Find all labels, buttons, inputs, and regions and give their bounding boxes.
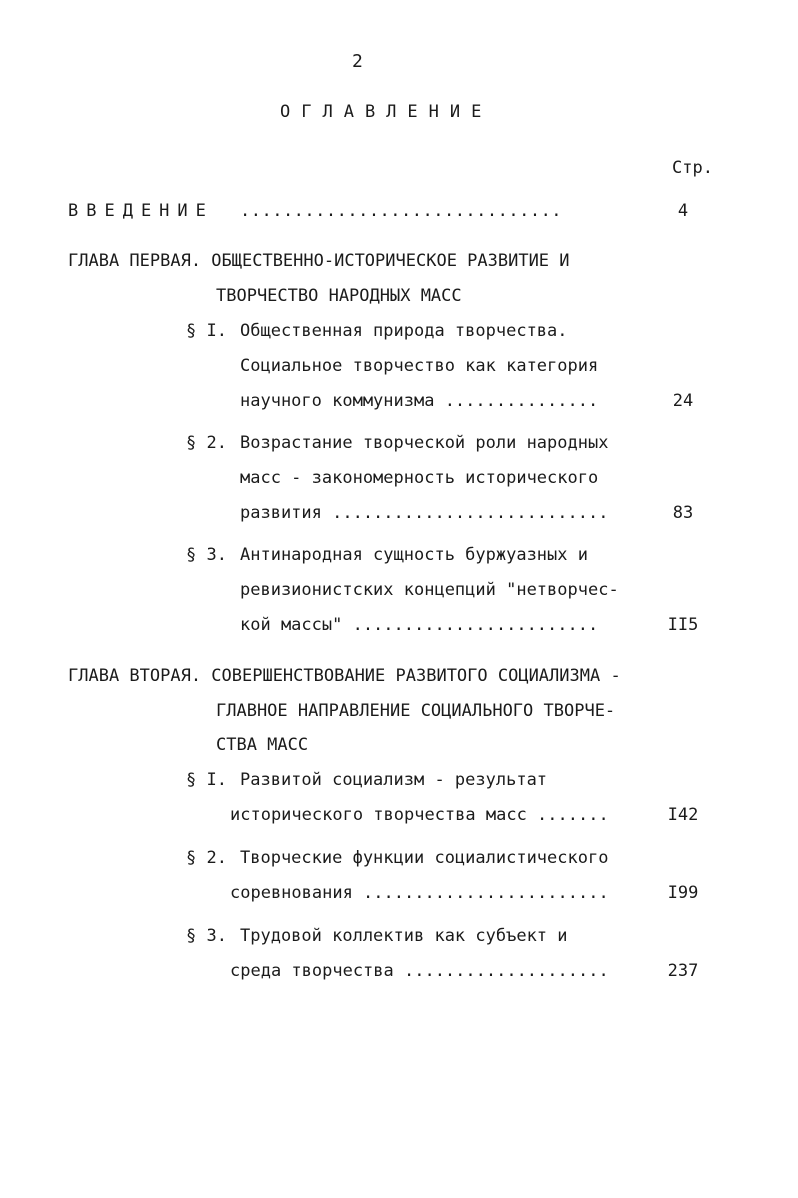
section-line: соревнования ........................ [230,883,609,903]
section-mark: § 3. [186,926,227,946]
section-mark: § 2. [186,433,227,453]
chapter1-title-line1: ГЛАВА ПЕРВАЯ. ОБЩЕСТВЕННО-ИСТОРИЧЕСКОЕ РАЗВИТИЕ И [68,251,570,271]
section-page: 237 [667,961,699,981]
section-line: научного коммунизма ............... [240,391,599,411]
section-page: 83 [672,503,694,523]
section-mark: § I. [186,321,227,341]
intro-title: ВВЕДЕНИЕ [68,201,214,221]
section-line: Творческие функции социалистического [240,848,609,868]
page-column-label: Стр. [672,158,713,178]
section-mark: § I. [186,770,227,790]
section-line: Возрастание творческой роли народных [240,433,609,453]
section-line: среда творчества .................... [230,961,609,981]
section-mark: § 2. [186,848,227,868]
section-line: Антинародная сущность буржуазных и [240,545,588,565]
section-line: ревизионистских концепций "нетворчес- [240,580,619,600]
section-line: масс - закономерность исторического [240,468,599,488]
chapter2-title-line3: СТВА МАСС [216,735,309,755]
section-mark: § 3. [186,545,227,565]
chapter1-title-line2: ТВОРЧЕСТВО НАРОДНЫХ МАСС [216,286,462,306]
section-line: Трудовой коллектив как субъект и [240,926,568,946]
section-page: 24 [672,391,694,411]
chapter2-title-line1: ГЛАВА ВТОРАЯ. СОВЕРШЕНСТВОВАНИЕ РАЗВИТОГО СОЦИАЛИЗМА - [68,666,621,686]
page-number: 2 [352,51,363,72]
section-line: Социальное творчество как категория [240,356,599,376]
section-page: I42 [667,805,699,825]
section-line: исторического творчества масс ....... [230,805,609,825]
section-line: Развитой социализм - результат [240,770,548,790]
intro-dots: .............................. [240,201,563,221]
toc-heading: ОГЛАВЛЕНИЕ [280,102,493,122]
intro-page: 4 [677,201,689,221]
section-page: II5 [667,615,699,635]
section-line: Общественная природа творчества. [240,321,568,341]
chapter2-title-line2: ГЛАВНОЕ НАПРАВЛЕНИЕ СОЦИАЛЬНОГО ТВОРЧЕ- [216,701,616,721]
section-line: развития ........................... [240,503,609,523]
section-line: кой массы" ........................ [240,615,599,635]
section-page: I99 [667,883,699,903]
